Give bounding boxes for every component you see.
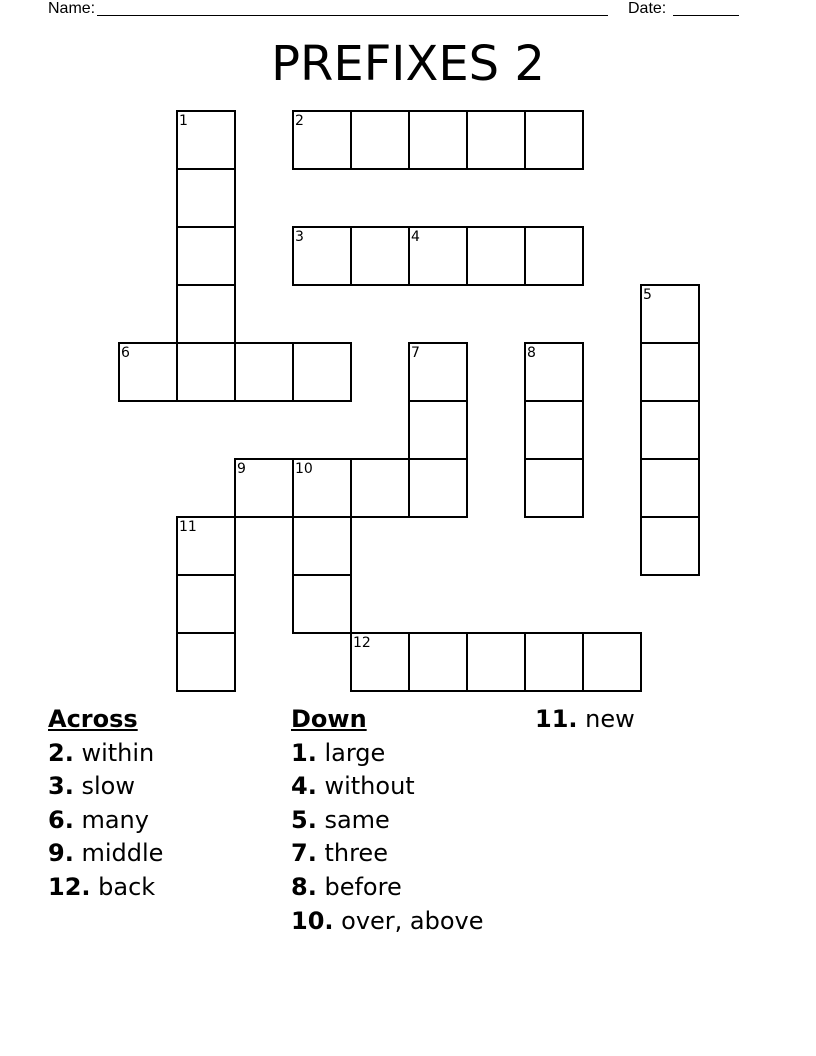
crossword-cell[interactable]: [292, 342, 352, 402]
crossword-cell[interactable]: [176, 226, 236, 286]
crossword-cell[interactable]: [640, 458, 700, 518]
clue-down-10: [291, 905, 484, 939]
clue-down-1: [291, 737, 484, 771]
clue-across-6: [48, 804, 163, 838]
crossword-cell[interactable]: [582, 632, 642, 692]
clue-across-3: [48, 770, 163, 804]
crossword-cell-9[interactable]: [234, 458, 294, 518]
cell-number: 4: [411, 229, 420, 245]
crossword-cell-8[interactable]: [524, 342, 584, 402]
crossword-cell-7[interactable]: [408, 342, 468, 402]
clue-text: without: [324, 772, 415, 801]
across-clues: [48, 703, 163, 905]
crossword-cell[interactable]: [640, 342, 700, 402]
clue-down-7: [291, 837, 484, 871]
crossword-cell[interactable]: [176, 168, 236, 228]
clue-number: 1.: [291, 738, 317, 767]
cell-number: 6: [121, 345, 130, 361]
crossword-cell-2[interactable]: [292, 110, 352, 170]
crossword-cell-1[interactable]: [176, 110, 236, 170]
clue-number: 2.: [48, 738, 74, 767]
crossword-cell-10[interactable]: [292, 458, 352, 518]
cell-number: 7: [411, 345, 420, 361]
crossword-cell[interactable]: [176, 284, 236, 344]
clue-text: three: [324, 839, 388, 868]
clue-text: new: [585, 705, 635, 733]
crossword-cell[interactable]: [176, 632, 236, 692]
page-title: PREFIXES 2: [271, 36, 545, 92]
clue-across-9: [48, 837, 163, 871]
clue-number: 10.: [291, 906, 334, 935]
clue-number: 5.: [291, 805, 317, 834]
cell-number: 1: [179, 113, 188, 129]
crossword-cell[interactable]: [466, 226, 526, 286]
clue-text: back: [98, 872, 156, 901]
cell-number: 10: [295, 461, 313, 477]
clue-text: slow: [81, 772, 135, 801]
crossword-cell[interactable]: [350, 226, 410, 286]
crossword-cell-4[interactable]: [408, 226, 468, 286]
crossword-cell[interactable]: [408, 400, 468, 460]
clue-down-4: [291, 770, 484, 804]
crossword-cell[interactable]: [292, 574, 352, 634]
across-heading: Across: [48, 705, 138, 733]
crossword-cell[interactable]: [466, 110, 526, 170]
clue-down-5: [291, 804, 484, 838]
cell-number: 3: [295, 229, 304, 245]
crossword-cell[interactable]: [408, 458, 468, 518]
crossword-cell-12[interactable]: [350, 632, 410, 692]
cell-number: 9: [237, 461, 246, 477]
down-heading: Down: [291, 705, 367, 733]
clue-text: within: [81, 738, 155, 767]
clue-text: over, above: [341, 906, 484, 935]
crossword-cell[interactable]: [408, 110, 468, 170]
clue-number: 11.: [535, 705, 578, 733]
cell-number: 2: [295, 113, 304, 129]
clue-text: middle: [81, 839, 164, 868]
crossword-cell[interactable]: [524, 632, 584, 692]
name-label: Name:: [48, 0, 96, 17]
cell-number: 11: [179, 519, 197, 535]
crossword-cell[interactable]: [234, 342, 294, 402]
clue-text: large: [324, 738, 386, 767]
crossword-cell[interactable]: [350, 458, 410, 518]
clue-down-11: [535, 703, 635, 737]
crossword-cell[interactable]: [524, 226, 584, 286]
clue-down-8: [291, 871, 484, 905]
clue-number: 3.: [48, 772, 74, 801]
crossword-cell[interactable]: [466, 632, 526, 692]
cell-number: 5: [643, 287, 652, 303]
clue-number: 8.: [291, 872, 317, 901]
down-clues-continued: [535, 703, 635, 737]
crossword-cell[interactable]: [408, 632, 468, 692]
crossword-cell-5[interactable]: [640, 284, 700, 344]
crossword-cell[interactable]: [524, 110, 584, 170]
crossword-cell[interactable]: [176, 574, 236, 634]
clue-number: 4.: [291, 772, 317, 801]
crossword-cell[interactable]: [292, 516, 352, 576]
clue-across-12: [48, 871, 163, 905]
crossword-cell[interactable]: [524, 400, 584, 460]
date-label: Date:: [628, 0, 667, 17]
clue-across-2: [48, 737, 163, 771]
clue-number: 9.: [48, 839, 74, 868]
clue-number: 12.: [48, 872, 91, 901]
clue-text: many: [81, 805, 149, 834]
crossword-cell[interactable]: [640, 516, 700, 576]
crossword-cell[interactable]: [524, 458, 584, 518]
crossword-cell[interactable]: [350, 110, 410, 170]
crossword-cell-3[interactable]: [292, 226, 352, 286]
cell-number: 8: [527, 345, 536, 361]
clue-number: 7.: [291, 839, 317, 868]
down-clues: [291, 703, 484, 938]
clue-text: same: [324, 805, 390, 834]
crossword-cell-6[interactable]: [118, 342, 178, 402]
crossword-cell[interactable]: [640, 400, 700, 460]
clue-text: before: [324, 872, 402, 901]
crossword-cell-11[interactable]: [176, 516, 236, 576]
crossword-cell[interactable]: [176, 342, 236, 402]
cell-number: 12: [353, 635, 371, 651]
clue-number: 6.: [48, 805, 74, 834]
